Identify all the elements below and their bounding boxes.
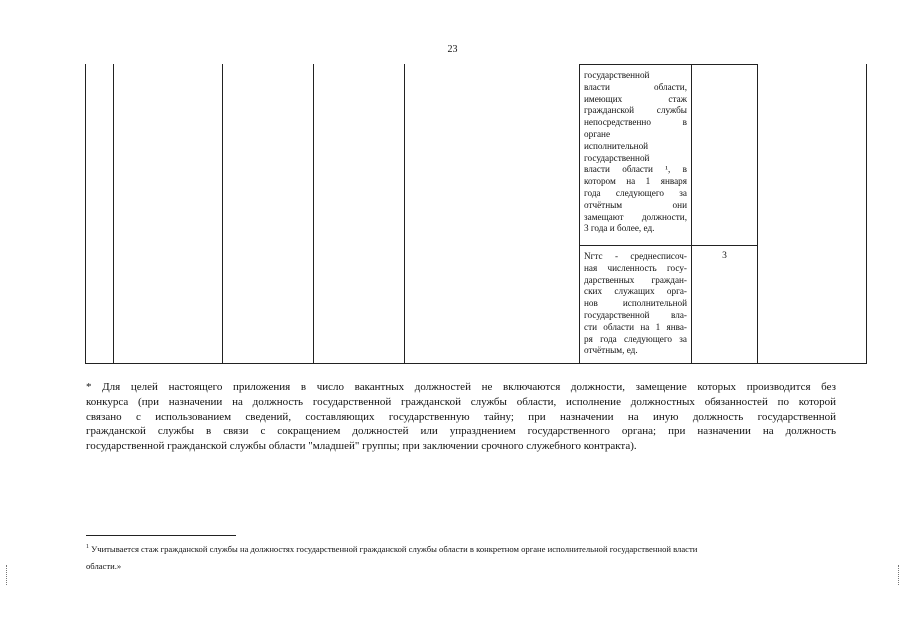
text-line: непосредственно в (584, 117, 687, 128)
scan-edge-mark (6, 565, 8, 585)
scan-edge-mark (898, 565, 900, 585)
table-border-right (866, 64, 867, 364)
table-column-divider (757, 64, 758, 364)
footnote-separator (86, 535, 236, 536)
text-line: отчётным они (584, 199, 687, 210)
text-line: замещают должности, (584, 211, 687, 222)
text-line: сти области на 1 янва- (584, 321, 687, 332)
text-line: года следующего за (584, 187, 687, 198)
text-line: ная численность госу- (584, 262, 687, 273)
text-line: конкурса (при назначении на должность государственной гражданской службы области, исполнение должностных обязанностей по которой (86, 395, 836, 408)
text-line: Nгтс - среднесписоч- (584, 251, 687, 261)
text-line: гражданской службы (584, 105, 687, 116)
text-line: государственной (584, 70, 650, 80)
indicator-description-cell (584, 70, 687, 235)
text-line: гражданской службы в связи с сокращением должностей или упразднением государственного органа; при назначении на должность (86, 425, 836, 438)
text-line: государственной (584, 152, 650, 163)
table-column-divider (313, 64, 314, 364)
text-line: нов исполнительной (584, 298, 687, 309)
table-border-bottom (85, 363, 867, 364)
text-line: ских служащих орга- (584, 286, 687, 297)
indicator-value-cell: 3 (722, 251, 727, 261)
text-line: власти области ¹, в (584, 164, 687, 175)
indicator-description-cell (584, 251, 687, 357)
table-column-divider (404, 64, 405, 364)
footnote-marker: 1 (86, 544, 89, 551)
text-line: государственной гражданской службы области "младшей" группы; при заключении срочного служебного контракта). (86, 440, 637, 453)
table-column-divider (691, 64, 692, 364)
table-row-divider (579, 245, 758, 246)
footnote-one (86, 541, 836, 575)
asterisk-footnote (86, 380, 836, 454)
footnote-one-text: Учитывается стаж гражданской службы на должностях государственной гражданской службы области в конкретном органе исполнительной государственной власти (91, 544, 698, 554)
text-line: имеющих стаж (584, 93, 687, 104)
table-border-left (85, 64, 86, 364)
text-line: 3 года и более, ед. (584, 223, 655, 234)
text-line: власти области, (584, 81, 687, 92)
table-column-divider (579, 64, 580, 364)
table-column-divider (113, 64, 114, 364)
text-line: отчётным, ед. (584, 345, 638, 356)
text-line: исполнительной (584, 140, 649, 151)
table-column-divider (222, 64, 223, 364)
text-line: котором на 1 января (584, 176, 687, 187)
text-line: * Для целей настоящего приложения в число вакантных должностей не включаются должности, замещение которых производится без (86, 381, 836, 393)
table-row-divider (579, 64, 758, 65)
page-number: 23 (447, 44, 458, 55)
text-line: органе (584, 128, 611, 139)
text-line: связано с использованием сведений, составляющих государственную тайну; при назначении на иную должность государственной (86, 410, 836, 423)
text-line: дарственных граждан- (584, 274, 687, 285)
footnote-one-text-end: области.» (86, 561, 122, 571)
text-line: государственной вла- (584, 309, 687, 320)
text-line: ря года следующего за (584, 333, 687, 344)
